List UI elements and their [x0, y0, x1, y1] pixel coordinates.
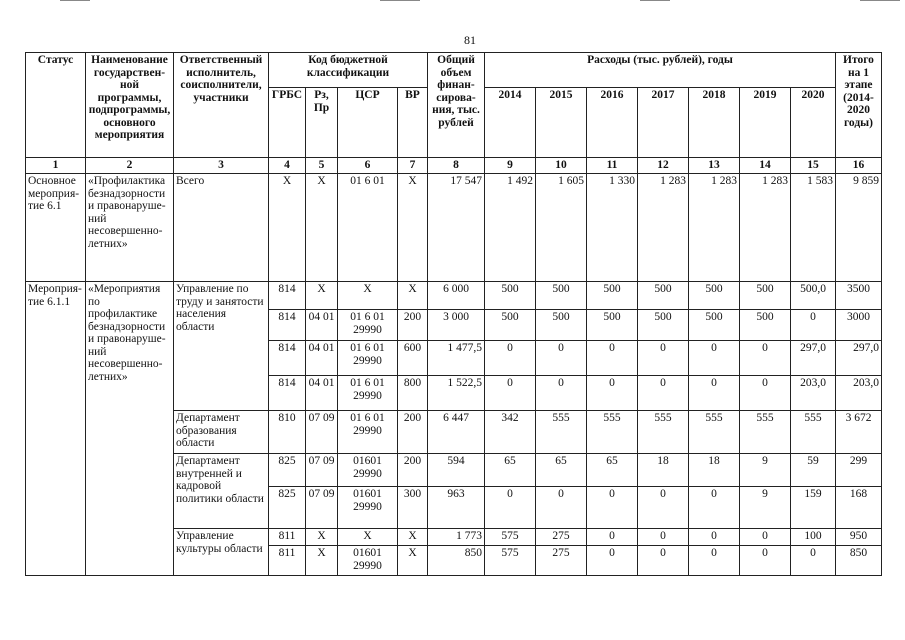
csr-cell: 01601 29990	[338, 454, 398, 487]
header-grbs: ГРБС	[269, 88, 306, 158]
header-stage-total: Итого на 1 этапе (2014-2020 годы)	[836, 53, 882, 158]
csr-cell: Х	[338, 282, 398, 310]
year-cell: 1 330	[587, 174, 638, 282]
year-cell: 342	[485, 411, 536, 454]
year-cell: 203,0	[791, 376, 836, 411]
executor-cell: Департамент образования области	[174, 411, 269, 454]
rz-cell: Х	[306, 282, 338, 310]
rz-cell: 07 09	[306, 487, 338, 529]
year-cell: 0	[740, 546, 791, 576]
year-cell: 0	[638, 341, 689, 376]
column-number: 7	[398, 158, 428, 174]
grbs-cell: 814	[269, 282, 306, 310]
column-number: 4	[269, 158, 306, 174]
year-cell: 0	[740, 376, 791, 411]
total-cell: 594	[428, 454, 485, 487]
header-year: 2017	[638, 88, 689, 158]
year-cell: 500,0	[791, 282, 836, 310]
year-cell: 0	[638, 487, 689, 529]
year-cell: 500	[740, 310, 791, 341]
status-cell: Мероприя-тие 6.1.1	[26, 282, 86, 576]
executor-cell: Управление по труду и занятости населения области	[174, 282, 269, 411]
stage-total-cell: 299	[836, 454, 882, 487]
scan-artifact	[60, 0, 90, 1]
executor-cell: Департамент внутренней и кадровой политики области	[174, 454, 269, 529]
program-name-cell: «Мероприятия по профилактике безнадзорности и правонаруше-ний несовершенно-летних»	[86, 282, 174, 576]
header-year: 2015	[536, 88, 587, 158]
year-cell: 100	[791, 529, 836, 546]
year-cell: 500	[536, 282, 587, 310]
vr-cell: 200	[398, 310, 428, 341]
year-cell: 0	[638, 376, 689, 411]
column-number: 2	[86, 158, 174, 174]
csr-cell: 01601 29990	[338, 487, 398, 529]
rz-cell: 04 01	[306, 341, 338, 376]
vr-cell: Х	[398, 174, 428, 282]
total-cell: 3 000	[428, 310, 485, 341]
grbs-cell: 811	[269, 546, 306, 576]
year-cell: 500	[485, 310, 536, 341]
csr-cell: 01 6 01 29990	[338, 376, 398, 411]
header-year: 2019	[740, 88, 791, 158]
year-cell: 575	[485, 546, 536, 576]
grbs-cell: 814	[269, 310, 306, 341]
year-cell: 65	[536, 454, 587, 487]
budget-table	[25, 52, 882, 576]
year-cell: 1 283	[638, 174, 689, 282]
column-number: 6	[338, 158, 398, 174]
stage-total-cell: 850	[836, 546, 882, 576]
year-cell: 0	[485, 376, 536, 411]
year-cell: 1 605	[536, 174, 587, 282]
year-cell: 0	[536, 341, 587, 376]
stage-total-cell: 9 859	[836, 174, 882, 282]
header-year: 2016	[587, 88, 638, 158]
year-cell: 0	[638, 546, 689, 576]
year-cell: 555	[587, 411, 638, 454]
scan-artifact	[380, 0, 420, 1]
csr-cell: 01 6 01 29990	[338, 411, 398, 454]
column-number: 5	[306, 158, 338, 174]
stage-total-cell: 203,0	[836, 376, 882, 411]
year-cell: 0	[536, 487, 587, 529]
year-cell: 500	[485, 282, 536, 310]
year-cell: 555	[536, 411, 587, 454]
year-cell: 500	[587, 282, 638, 310]
vr-cell: 200	[398, 411, 428, 454]
year-cell: 500	[689, 310, 740, 341]
column-number: 14	[740, 158, 791, 174]
year-cell: 0	[740, 341, 791, 376]
stage-total-cell: 3500	[836, 282, 882, 310]
rz-cell: 04 01	[306, 376, 338, 411]
year-cell: 500	[740, 282, 791, 310]
year-cell: 0	[689, 487, 740, 529]
column-number: 11	[587, 158, 638, 174]
column-number: 16	[836, 158, 882, 174]
stage-total-cell: 297,0	[836, 341, 882, 376]
year-cell: 1 283	[689, 174, 740, 282]
year-cell: 0	[485, 341, 536, 376]
csr-cell: 01 6 01	[338, 174, 398, 282]
header-year: 2020	[791, 88, 836, 158]
column-number: 15	[791, 158, 836, 174]
column-number: 3	[174, 158, 269, 174]
year-cell: 500	[638, 310, 689, 341]
year-cell: 9	[740, 487, 791, 529]
grbs-cell: 825	[269, 454, 306, 487]
vr-cell: Х	[398, 529, 428, 546]
rz-cell: Х	[306, 529, 338, 546]
year-cell: 1 283	[740, 174, 791, 282]
grbs-cell: 811	[269, 529, 306, 546]
year-cell: 18	[638, 454, 689, 487]
csr-cell: Х	[338, 529, 398, 546]
table-row	[26, 282, 882, 310]
grbs-cell: 825	[269, 487, 306, 529]
year-cell: 500	[536, 310, 587, 341]
year-cell: 0	[485, 487, 536, 529]
total-cell: 6 000	[428, 282, 485, 310]
vr-cell: 800	[398, 376, 428, 411]
year-cell: 575	[485, 529, 536, 546]
status-cell: Основное мероприя-тие 6.1	[26, 174, 86, 282]
csr-cell: 01 6 01 29990	[338, 310, 398, 341]
year-cell: 0	[638, 529, 689, 546]
scan-artifact	[640, 0, 670, 1]
vr-cell: 200	[398, 454, 428, 487]
total-cell: 6 447	[428, 411, 485, 454]
header-year: 2014	[485, 88, 536, 158]
year-cell: 555	[689, 411, 740, 454]
total-cell: 963	[428, 487, 485, 529]
year-cell: 0	[587, 487, 638, 529]
year-cell: 9	[740, 454, 791, 487]
year-cell: 297,0	[791, 341, 836, 376]
year-cell: 500	[638, 282, 689, 310]
rz-cell: Х	[306, 546, 338, 576]
stage-total-cell: 168	[836, 487, 882, 529]
year-cell: 555	[791, 411, 836, 454]
year-cell: 0	[689, 341, 740, 376]
year-cell: 500	[587, 310, 638, 341]
column-number: 1	[26, 158, 86, 174]
rz-cell: Х	[306, 174, 338, 282]
scan-artifact	[860, 0, 900, 1]
stage-total-cell: 3000	[836, 310, 882, 341]
vr-cell: 300	[398, 487, 428, 529]
column-number: 10	[536, 158, 587, 174]
column-number: 13	[689, 158, 740, 174]
header-budget-code: Код бюджетной классификации	[269, 53, 428, 88]
year-cell: 0	[587, 341, 638, 376]
grbs-cell: 814	[269, 376, 306, 411]
year-cell: 18	[689, 454, 740, 487]
year-cell: 555	[638, 411, 689, 454]
year-cell: 0	[791, 546, 836, 576]
stage-total-cell: 3 672	[836, 411, 882, 454]
total-cell: 1 477,5	[428, 341, 485, 376]
total-cell: 1 522,5	[428, 376, 485, 411]
rz-cell: 07 09	[306, 454, 338, 487]
year-cell: 159	[791, 487, 836, 529]
year-cell: 0	[536, 376, 587, 411]
executor-cell: Управление культуры области	[174, 529, 269, 576]
header-status: Статус	[26, 53, 86, 158]
program-name-cell: «Профилактика безнадзорности и правонаруше-ний несовершенно-летних»	[86, 174, 174, 282]
year-cell: 59	[791, 454, 836, 487]
header-vr: ВР	[398, 88, 428, 158]
csr-cell: 01601 29990	[338, 546, 398, 576]
year-cell: 555	[740, 411, 791, 454]
year-cell: 0	[791, 310, 836, 341]
year-cell: 0	[689, 546, 740, 576]
year-cell: 275	[536, 546, 587, 576]
year-cell: 0	[587, 529, 638, 546]
year-cell: 65	[587, 454, 638, 487]
year-cell: 0	[587, 546, 638, 576]
grbs-cell: 810	[269, 411, 306, 454]
year-cell: 0	[689, 529, 740, 546]
stage-total-cell: 950	[836, 529, 882, 546]
year-cell: 0	[689, 376, 740, 411]
year-cell: 0	[740, 529, 791, 546]
rz-cell: 07 09	[306, 411, 338, 454]
rz-cell: 04 01	[306, 310, 338, 341]
header-executor: Ответственный исполнитель, соисполнители, участники	[174, 53, 269, 158]
year-cell: 1 583	[791, 174, 836, 282]
page-number: 81	[464, 33, 476, 47]
column-number: 12	[638, 158, 689, 174]
year-cell: 65	[485, 454, 536, 487]
year-cell: 1 492	[485, 174, 536, 282]
vr-cell: Х	[398, 546, 428, 576]
header-rz-pr: Рз, Пр	[306, 88, 338, 158]
year-cell: 275	[536, 529, 587, 546]
year-cell: 0	[587, 376, 638, 411]
total-cell: 1 773	[428, 529, 485, 546]
year-cell: 500	[689, 282, 740, 310]
total-cell: 850	[428, 546, 485, 576]
header-total-volume: Общий объем финан-сирова-ния, тыс. рублей	[428, 53, 485, 158]
table-row	[26, 174, 882, 282]
grbs-cell: 814	[269, 341, 306, 376]
vr-cell: 600	[398, 341, 428, 376]
csr-cell: 01 6 01 29990	[338, 341, 398, 376]
vr-cell: Х	[398, 282, 428, 310]
header-year: 2018	[689, 88, 740, 158]
header-expenses: Расходы (тыс. рублей), годы	[485, 53, 836, 88]
executor-cell: Всего	[174, 174, 269, 282]
column-number: 8	[428, 158, 485, 174]
column-number: 9	[485, 158, 536, 174]
total-cell: 17 547	[428, 174, 485, 282]
header-csr: ЦСР	[338, 88, 398, 158]
grbs-cell: Х	[269, 174, 306, 282]
header-program-name: Наименование государствен-ной программы, подпрограммы, основного мероприятия	[86, 53, 174, 158]
